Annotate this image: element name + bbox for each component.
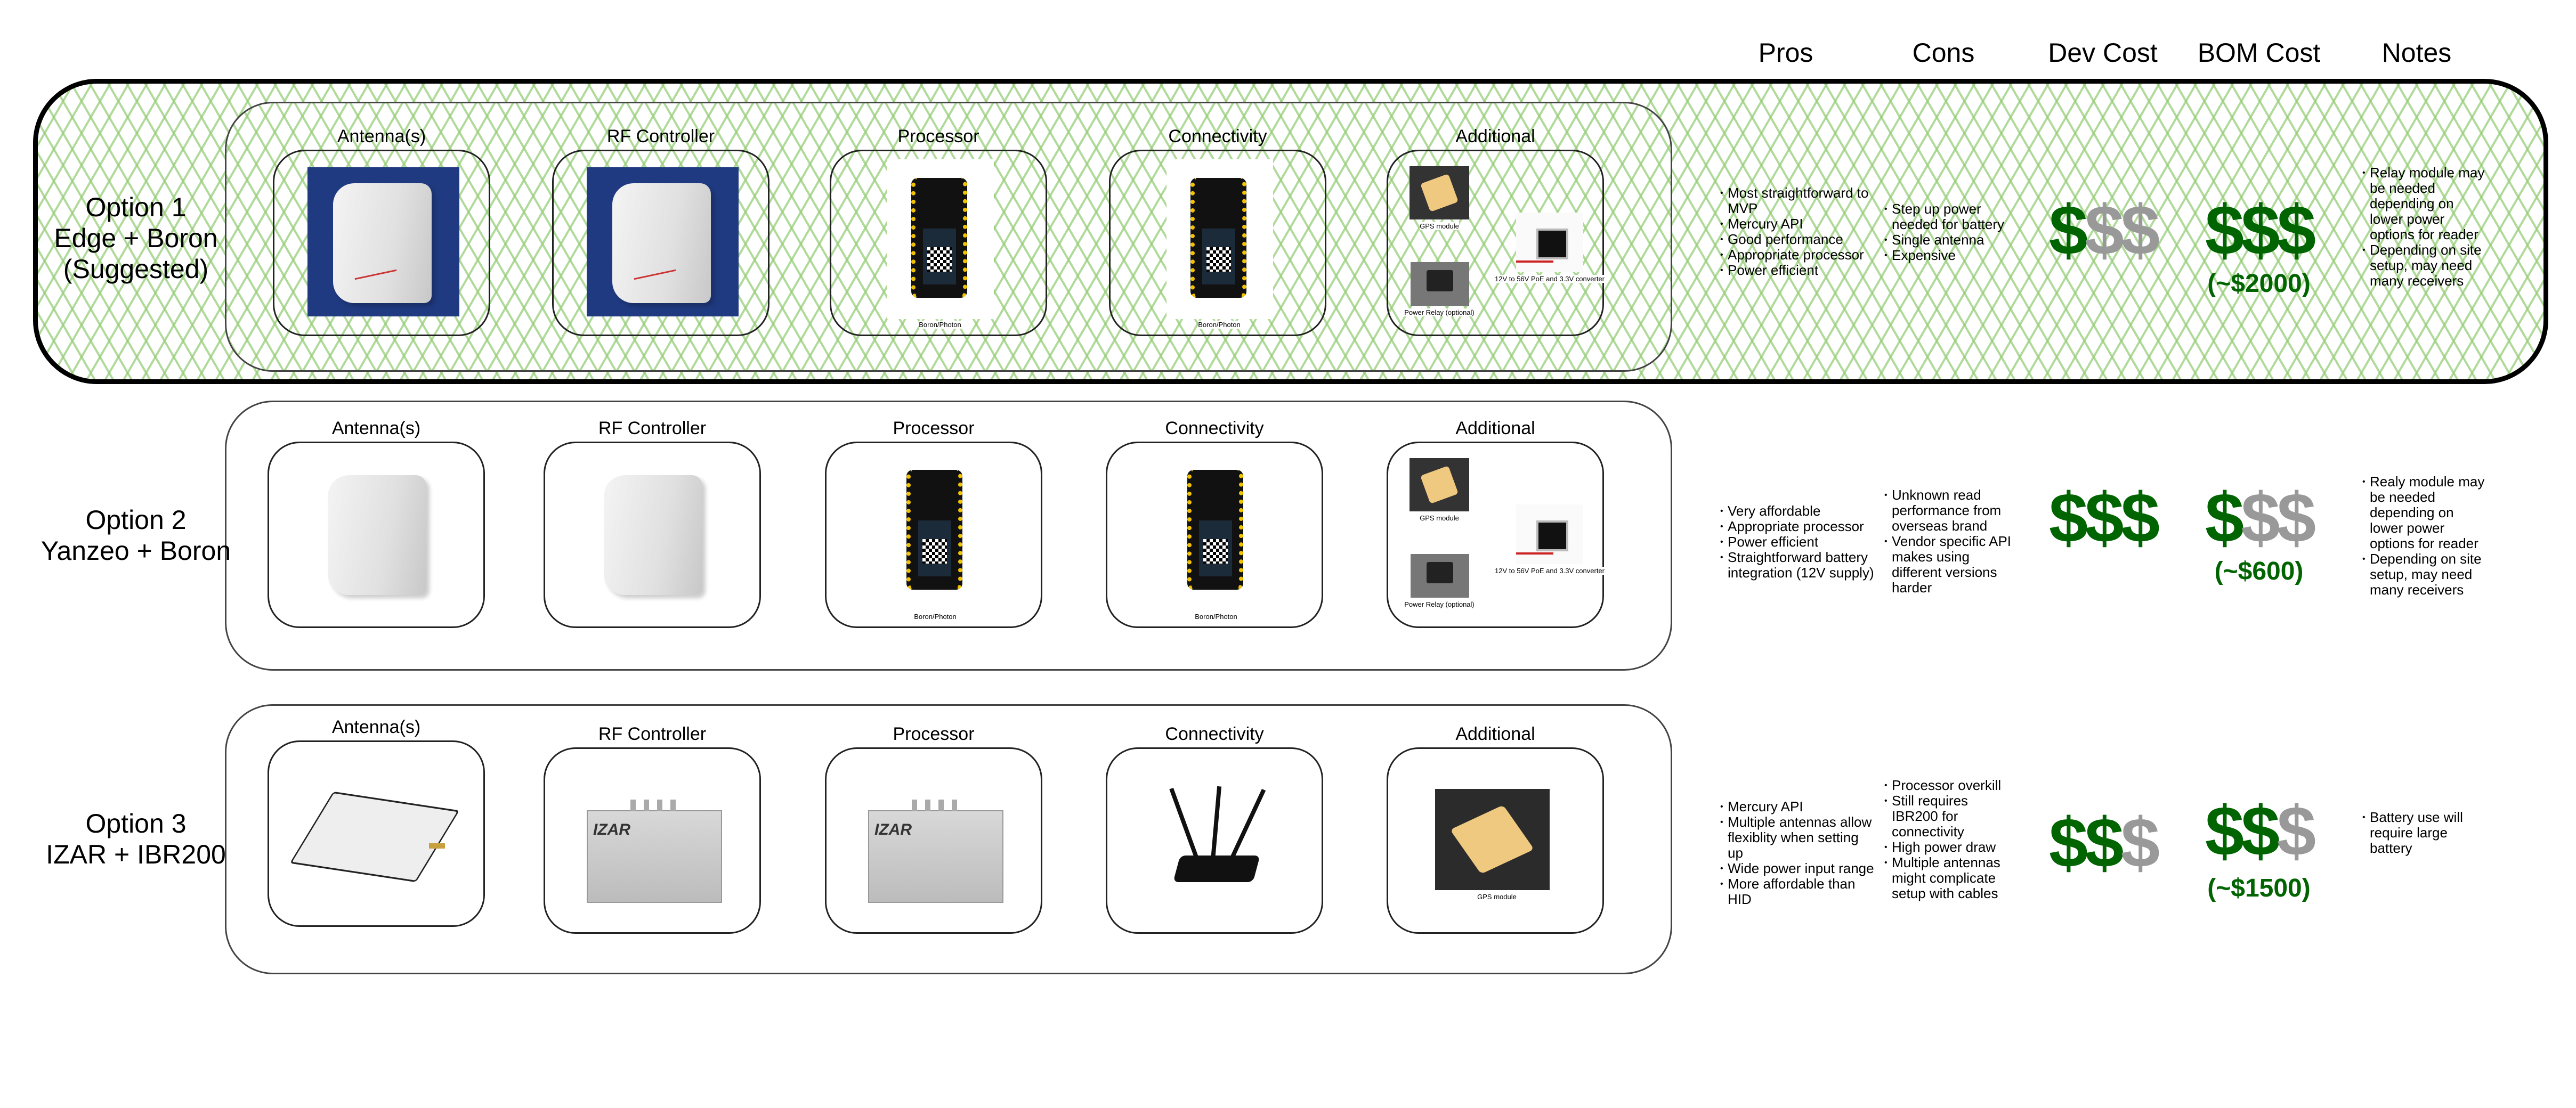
component-title: Connectivity bbox=[1165, 724, 1264, 744]
component-card-rf-controller bbox=[544, 747, 761, 934]
pros-list bbox=[1720, 799, 1875, 907]
dollar-sign-icon: $ bbox=[2241, 792, 2277, 870]
dollar-sign-icon: $ bbox=[2241, 478, 2277, 557]
power-relay-icon bbox=[1411, 554, 1469, 598]
pros-list bbox=[1720, 185, 1875, 278]
list-item: • Depending on site setup, may need many receivers bbox=[2362, 242, 2490, 289]
image-caption: GPS module bbox=[1420, 222, 1459, 230]
boron-board-icon bbox=[911, 178, 967, 298]
notes-list bbox=[2362, 474, 2490, 598]
component-title: Antenna(s) bbox=[331, 418, 421, 438]
list-item: • Power efficient bbox=[1720, 263, 1875, 278]
router-antenna-icon bbox=[1169, 788, 1198, 859]
flat-antenna-icon bbox=[290, 792, 460, 882]
router-body-icon bbox=[1173, 856, 1260, 882]
boron-board-icon bbox=[906, 470, 962, 590]
dollar-sign-icon: $ bbox=[2120, 478, 2157, 557]
antenna-port-icon bbox=[630, 800, 636, 811]
dev-cost-rating bbox=[2049, 478, 2157, 558]
option-3-label bbox=[21, 808, 250, 870]
router-antenna-icon bbox=[1230, 789, 1266, 858]
component-title: Additional bbox=[1455, 418, 1535, 438]
component-card-additional bbox=[1387, 442, 1604, 628]
power-relay-icon bbox=[1411, 262, 1469, 306]
dollar-sign-icon: $ bbox=[2085, 191, 2121, 270]
component-card-processor bbox=[830, 150, 1047, 336]
dollar-sign-icon: $ bbox=[2205, 792, 2241, 870]
list-item: • Power efficient bbox=[1720, 534, 1875, 550]
dollar-sign-icon: $ bbox=[2205, 478, 2241, 557]
component-title: Additional bbox=[1455, 724, 1535, 744]
list-item: • Vendor specific API makes using different versions harder bbox=[1884, 534, 2018, 596]
dollar-sign-icon: $ bbox=[2085, 478, 2121, 557]
list-item: • Very affordable bbox=[1720, 503, 1875, 519]
component-title: Processor bbox=[893, 724, 975, 744]
component-card-additional bbox=[1387, 150, 1604, 336]
component-card-antenna-s bbox=[268, 442, 485, 628]
antenna-panel-icon bbox=[612, 183, 711, 303]
column-header-pros: Pros bbox=[1758, 38, 1813, 68]
option-label-line: Option 1 bbox=[85, 192, 187, 222]
list-item: • Multiple antennas might complicate setup with cables bbox=[1884, 855, 2018, 901]
component-title: Connectivity bbox=[1165, 418, 1264, 438]
option-label-line: (Suggested) bbox=[63, 254, 209, 284]
image-caption: Power Relay (optional) bbox=[1404, 600, 1475, 608]
list-item: • Mercury API bbox=[1720, 216, 1875, 232]
dollar-sign-icon: $ bbox=[2120, 191, 2157, 270]
list-item: • Still requires IBR200 for connectivity bbox=[1884, 793, 2018, 840]
bom-cost-estimate: (~$1500) bbox=[2207, 874, 2311, 902]
cons-list bbox=[1884, 778, 2018, 901]
pros-list bbox=[1720, 503, 1875, 581]
gps-photo bbox=[1435, 789, 1550, 890]
dollar-sign-icon: $ bbox=[2120, 803, 2157, 882]
cons-list bbox=[1884, 201, 2018, 263]
antenna-port-icon bbox=[644, 800, 649, 811]
gps-module-icon bbox=[1409, 166, 1469, 219]
dollar-sign-icon: $ bbox=[2048, 803, 2085, 882]
column-header-dev-cost: Dev Cost bbox=[2048, 38, 2158, 68]
option-label-line: Edge + Boron bbox=[54, 223, 218, 253]
antenna-panel-icon bbox=[604, 475, 702, 595]
component-card-processor bbox=[825, 747, 1042, 934]
component-title: Antenna(s) bbox=[337, 126, 426, 146]
list-item: • Most straightforward to MVP bbox=[1720, 185, 1875, 216]
bom-cost-rating bbox=[2205, 478, 2313, 558]
bom-cost-rating bbox=[2205, 791, 2313, 871]
option-label-line: Yanzeo + Boron bbox=[40, 536, 231, 566]
list-item: • High power draw bbox=[1884, 840, 2018, 855]
component-title: Processor bbox=[897, 126, 979, 146]
component-title: Connectivity bbox=[1168, 126, 1267, 146]
cons-list bbox=[1884, 487, 2018, 596]
option-2-label bbox=[21, 504, 250, 566]
notes-list bbox=[2362, 810, 2490, 856]
boron-board-icon bbox=[1187, 470, 1243, 590]
antenna-port-icon bbox=[912, 800, 917, 811]
list-item: • Realy module may be needed depending on lower power options for reader bbox=[2362, 474, 2490, 551]
list-item: • Wide power input range bbox=[1720, 861, 1875, 876]
column-header-cons: Cons bbox=[1912, 38, 1975, 68]
dollar-sign-icon: $ bbox=[2085, 803, 2121, 882]
antenna-connector-icon bbox=[429, 843, 445, 849]
image-caption: GPS module bbox=[1477, 893, 1517, 901]
list-item: • Processor overkill bbox=[1884, 778, 2018, 793]
list-item: • Relay module may be needed depending on lower power options for reader bbox=[2362, 165, 2490, 242]
component-title: RF Controller bbox=[598, 418, 707, 438]
antenna-port-icon bbox=[670, 800, 676, 811]
component-title: Processor bbox=[893, 418, 975, 438]
list-item: • Appropriate processor bbox=[1720, 519, 1875, 534]
list-item: • Step up power needed for battery bbox=[1884, 201, 2018, 232]
dev-cost-rating bbox=[2049, 803, 2157, 883]
list-item: • Mercury API bbox=[1720, 799, 1875, 814]
component-card-antenna-s bbox=[268, 740, 485, 927]
list-item: • Expensive bbox=[1884, 248, 2018, 263]
image-caption: Boron/Photon bbox=[1195, 613, 1237, 621]
dollar-sign-icon: $ bbox=[2048, 191, 2085, 270]
component-title: RF Controller bbox=[606, 126, 715, 146]
option-label-line: IZAR + IBR200 bbox=[46, 840, 226, 869]
bom-cost-rating bbox=[2205, 190, 2313, 271]
image-caption: 12V to 56V PoE and 3.3V converter bbox=[1495, 567, 1605, 575]
dollar-sign-icon: $ bbox=[2277, 792, 2313, 870]
list-item: • Multiple antennas allow flexiblity when setting up bbox=[1720, 814, 1875, 861]
bom-cost-estimate: (~$2000) bbox=[2207, 270, 2311, 298]
antenna-port-icon bbox=[925, 800, 930, 811]
list-item: • Appropriate processor bbox=[1720, 247, 1875, 263]
list-item: • Single antenna bbox=[1884, 232, 2018, 248]
list-item: • More affordable than HID bbox=[1720, 876, 1875, 907]
option-1-label bbox=[21, 192, 250, 284]
list-item: • Depending on site setup, may need many receivers bbox=[2362, 551, 2490, 598]
converter-icon bbox=[1516, 504, 1583, 564]
component-card-rf-controller bbox=[544, 442, 761, 628]
list-item: • Battery use will require large battery bbox=[2362, 810, 2490, 856]
component-card-antenna-s bbox=[273, 150, 490, 336]
antenna-panel-icon bbox=[328, 475, 426, 595]
router-antenna-icon bbox=[1211, 786, 1221, 861]
component-card-connectivity bbox=[1106, 747, 1323, 934]
component-title: Antenna(s) bbox=[331, 717, 421, 737]
bom-cost-estimate: (~$600) bbox=[2214, 557, 2304, 585]
antenna-panel-icon bbox=[333, 183, 432, 303]
image-caption: 12V to 56V PoE and 3.3V converter bbox=[1495, 275, 1605, 283]
image-caption: Power Relay (optional) bbox=[1404, 308, 1475, 316]
boron-board-icon bbox=[1190, 178, 1246, 298]
antenna-port-icon bbox=[657, 800, 662, 811]
component-card-processor bbox=[825, 442, 1042, 628]
list-item: • Good performance bbox=[1720, 232, 1875, 247]
image-caption: GPS module bbox=[1420, 514, 1459, 522]
dev-cost-rating bbox=[2049, 190, 2157, 271]
dollar-sign-icon: $ bbox=[2241, 191, 2277, 270]
column-header-bom-cost: BOM Cost bbox=[2197, 38, 2321, 68]
option-label-line: Option 2 bbox=[85, 505, 187, 535]
component-title: RF Controller bbox=[598, 724, 707, 744]
list-item: • Unknown read performance from overseas brand bbox=[1884, 487, 2018, 534]
component-card-connectivity bbox=[1109, 150, 1326, 336]
component-card-connectivity bbox=[1106, 442, 1323, 628]
antenna-port-icon bbox=[938, 800, 944, 811]
gps-module-icon bbox=[1409, 458, 1469, 511]
dollar-sign-icon: $ bbox=[2277, 191, 2313, 270]
list-item: • Straightforward battery integration (12V supply) bbox=[1720, 550, 1875, 581]
dollar-sign-icon: $ bbox=[2277, 478, 2313, 557]
component-card-rf-controller bbox=[552, 150, 769, 336]
column-header-notes: Notes bbox=[2381, 38, 2452, 68]
converter-icon bbox=[1516, 213, 1583, 272]
image-caption: Boron/Photon bbox=[919, 321, 961, 329]
image-caption: Boron/Photon bbox=[1198, 321, 1241, 329]
option-label-line: Option 3 bbox=[85, 809, 187, 838]
image-caption: Boron/Photon bbox=[914, 613, 957, 621]
dollar-sign-icon: $ bbox=[2205, 191, 2241, 270]
notes-list bbox=[2362, 165, 2490, 289]
component-title: Additional bbox=[1455, 126, 1535, 146]
component-card-additional bbox=[1387, 747, 1604, 934]
izar-reader-icon: IZAR bbox=[587, 810, 722, 903]
dollar-sign-icon: $ bbox=[2048, 478, 2085, 557]
izar-reader-icon: IZAR bbox=[868, 810, 1003, 903]
antenna-port-icon bbox=[952, 800, 957, 811]
